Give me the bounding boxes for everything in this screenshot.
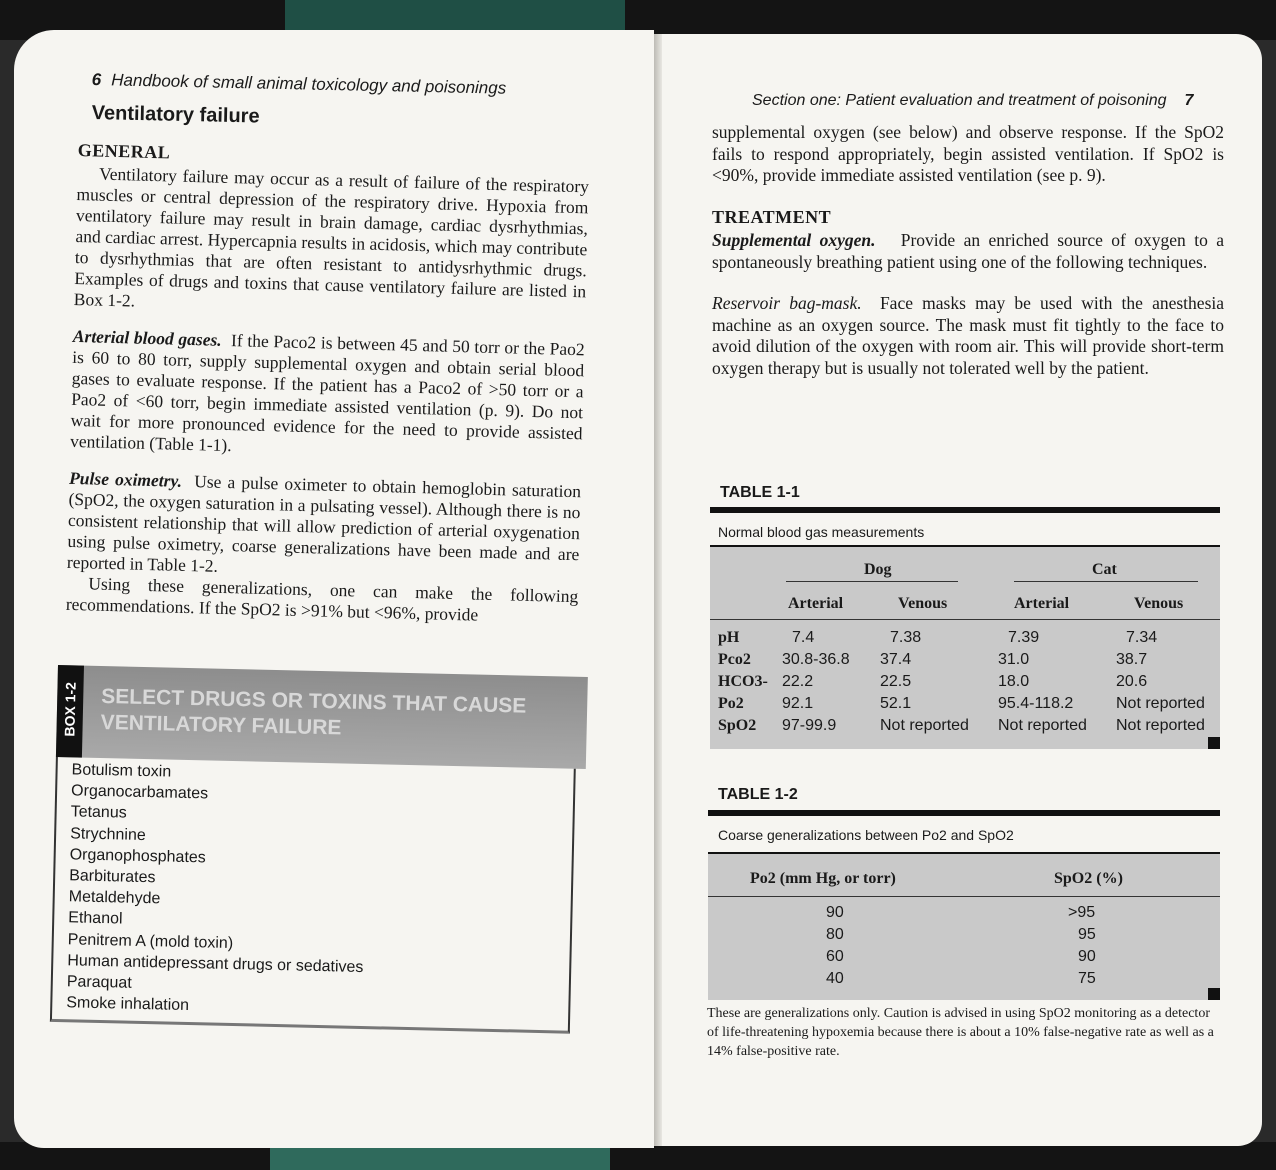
page-number: 6 (91, 70, 102, 90)
table-cell: 20.6 (1116, 673, 1148, 690)
right-body-text (712, 122, 1224, 379)
row-label: HCO3- (718, 673, 768, 690)
supplemental-paragraph (712, 230, 1224, 273)
list-item: Strychnine (69, 824, 146, 844)
cat-group-rule (1014, 581, 1198, 582)
continued-paragraph: supplemental oxygen (see below) and observe response. If the SpO2 fails to respond appropriately, begin assisted ventilation. If SpO2 is <90%, provide immediate assisted ventilation (see p. 9). (712, 122, 1224, 185)
table-corner-mark (1208, 988, 1220, 1000)
left-page (14, 30, 654, 1148)
dog-group-rule (786, 581, 958, 582)
table-1-2-label: TABLE 1-2 (718, 786, 798, 803)
table-cell: Not reported (998, 717, 1087, 734)
table-cell: 7.39 (1008, 629, 1040, 646)
table-cell: 22.2 (782, 673, 814, 690)
table-cell: 92.1 (782, 695, 814, 712)
list-item: Smoke inhalation (66, 994, 190, 1015)
running-title: Handbook of small animal toxicology and poisonings (111, 70, 507, 98)
box-1-2 (50, 665, 588, 1037)
table-subheader: Venous (1134, 595, 1184, 612)
table-cell: Not reported (1116, 717, 1205, 734)
list-item: Organocarbamates (70, 782, 209, 803)
table-header-rule (708, 896, 1220, 897)
list-item: Ethanol (68, 909, 123, 928)
list-item: Paraquat (66, 973, 132, 992)
table-cell: 7.4 (792, 629, 815, 646)
table-1-2 (708, 854, 1220, 1000)
list-item: Tetanus (70, 803, 127, 823)
list-item: Organophosphates (69, 846, 206, 867)
table-cell: 97-99.9 (782, 717, 837, 734)
pulse-text: Use a pulse oximeter to obtain hemoglobin saturation (SpO2, the oxygen saturation in a pulsating vessel). Although there is no consistent relationship that will allow prediction of arterial oxygenation using pulse oximetry, coarse generalizations have been made and are reported in Table 1-2. (66, 471, 582, 576)
list-item: Metaldehyde (68, 888, 161, 908)
table-cell: 90 (1078, 948, 1096, 965)
supplemental-heading: Supplemental oxygen. (712, 230, 876, 250)
table-1-1 (710, 547, 1220, 749)
abg-text: If the Paco2 is between 45 and 50 torr or the Pao2 is 60 to 80 torr, supply supplemental oxygen and obtain serial blood gases to evaluate response. If the patient has a Paco2 of >50 torr or a Pao2 of <60 torr, begin immediate assisted ventilation (p. 9). Do not wait for more pronounced evidence for the need to provide assisted ventilation (Table 1-1). (69, 330, 585, 456)
list-item: Human antidepressant drugs or sedatives (67, 952, 364, 976)
box-tab-label: BOX 1-2 (61, 681, 79, 737)
box-tab (56, 665, 84, 758)
book-gutter (654, 34, 662, 1146)
table-cell: 40 (826, 970, 844, 987)
table-1-2-caption: Coarse generalizations between Po2 and SpO2 (718, 827, 1014, 843)
section-title: Ventilatory failure (91, 102, 260, 128)
table-1-2-top-rule (708, 810, 1220, 816)
table-1-1-label: TABLE 1-1 (720, 484, 800, 501)
left-body-text (66, 140, 590, 628)
table-cell: 80 (826, 926, 844, 943)
table-cell: 37.4 (880, 651, 912, 668)
table-1-1-caption: Normal blood gas measurements (718, 524, 925, 540)
supplemental-text: Provide an enriched source of oxygen to a spontaneously breathing patient using one of the following techniques. (712, 230, 1224, 272)
table-header-rule (710, 619, 1220, 620)
table-subheader: Venous (898, 595, 948, 612)
general-paragraph: Ventilatory failure may occur as a result of failure of the respiratory muscles or central depression of the respiratory drive. Hypoxia from ventilatory failure may result in brain damage, cardiac dysrhythmias, and cardiac arrest. Hypercapnia results in acidosis, which may contribute to dysrhythmias that are often resistant to antidysrhythmic drugs. Examples of drugs and toxins that cause ventilatory failure are listed in Box 1-2. (73, 163, 590, 311)
table-cell: 22.5 (880, 673, 912, 690)
table-header: SpO2 (%) (1054, 870, 1123, 887)
table-subheader: Arterial (788, 595, 844, 612)
list-item: Botulism toxin (71, 761, 172, 781)
table-1-1-top-rule (710, 507, 1220, 513)
table-cell: 18.0 (998, 673, 1030, 690)
page-number: 7 (1184, 92, 1194, 109)
pulse-heading: Pulse oximetry. (68, 467, 183, 491)
row-label: pH (718, 629, 740, 646)
row-label: Po2 (718, 695, 744, 712)
row-label: Pco2 (718, 651, 751, 668)
table-cell: Not reported (1116, 695, 1205, 712)
table-cell: 60 (826, 948, 844, 965)
table-subheader: Arterial (1014, 595, 1070, 612)
abg-paragraph (70, 326, 585, 465)
table-cell: 52.1 (880, 695, 912, 712)
box-list (50, 757, 576, 1034)
table-corner-mark (1208, 737, 1220, 749)
table-cell: 75 (1078, 970, 1096, 987)
table-group-dog: Dog (864, 561, 892, 578)
abg-heading: Arterial blood gases. (72, 325, 222, 350)
table-cell: >95 (1068, 904, 1096, 921)
table-cell: 95 (1078, 926, 1096, 943)
reservoir-paragraph (712, 293, 1224, 379)
table-cell: 95.4-118.2 (998, 695, 1074, 712)
left-running-head (92, 70, 507, 99)
table-cell: 90 (826, 904, 844, 921)
table-cell: Not reported (880, 717, 969, 734)
pulse-paragraph-2: Using these generalizations, one can make the following recommendations. If the SpO2 is >91% but <96%, provide (65, 573, 579, 625)
box-title: SELECT DRUGS OR TOXINS THAT CAUSE VENTILATORY FAILURE (100, 684, 527, 740)
table-header: Po2 (mm Hg, or torr) (750, 870, 896, 887)
list-item: Penitrem A (mold toxin) (67, 930, 234, 952)
table-1-2-footnote: These are generalizations only. Caution is advised in using SpO2 monitoring as a detector of life-threatening hypoxemia because there is about a 10% false-negative rate as well as a 14% false-positive rate. (707, 1006, 1214, 1059)
table-cell: 7.38 (890, 629, 922, 646)
general-heading: GENERAL (77, 140, 171, 163)
table-cell: 31.0 (998, 651, 1030, 668)
treatment-heading: TREATMENT (712, 206, 832, 227)
right-page (662, 34, 1262, 1146)
running-title: Section one: Patient evaluation and treatment of poisoning (752, 92, 1167, 109)
list-item: Barbiturates (69, 867, 156, 887)
table-group-cat: Cat (1092, 561, 1117, 578)
table-cell: 30.8-36.8 (782, 651, 850, 668)
row-label: SpO2 (718, 717, 757, 734)
right-running-head (752, 92, 1193, 110)
table-cell: 7.34 (1126, 629, 1158, 646)
reservoir-heading: Reservoir bag-mask. (712, 293, 862, 313)
reservoir-text: Face masks may be used with the anesthesia machine as an oxygen source. The mask must fit tightly to the face to avoid dilution of the oxygen with room air. This will provide short-term oxygen therapy but is usually not tolerated well by the patient. (712, 293, 1225, 378)
table-cell: 38.7 (1116, 651, 1148, 668)
pulse-paragraph (67, 468, 582, 586)
